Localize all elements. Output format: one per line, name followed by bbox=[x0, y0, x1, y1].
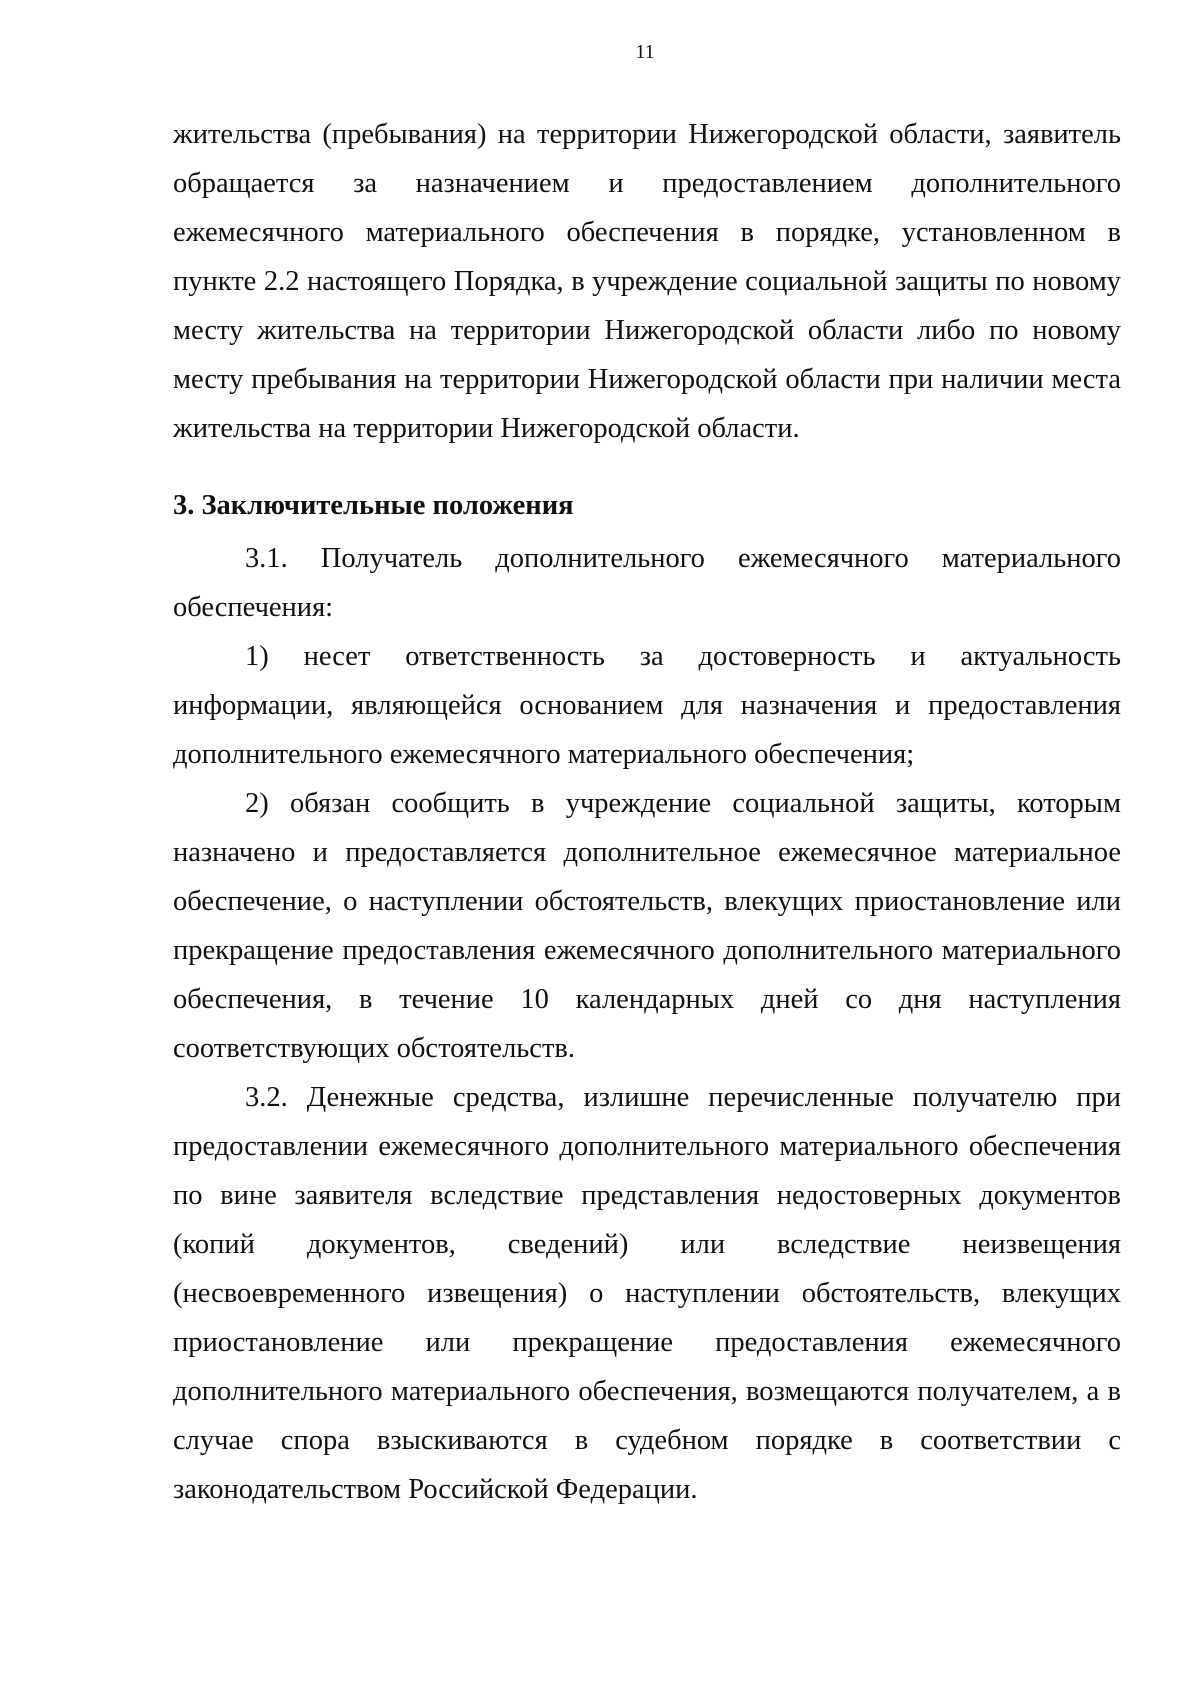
page-number: 11 bbox=[635, 41, 655, 63]
intro-paragraph: жительства (пребывания) на территории Нижегородской области, заявитель обращается за назначением и предоставлением дополнительного ежемесячного материального обеспечения в порядке, установленном в пункте 2.2 настоящего Порядка, в учреждение социальной защиты по новому месту жительства на территории Нижегородской области либо по новому месту пребывания на территории Нижегородской области при наличии места жительства на территории Нижегородской области. bbox=[173, 119, 1121, 444]
paragraph-item-1: 1) несет ответственность за достоверность и актуальность информации, являющейся основанием для назначения и предоставления дополнительного ежемесячного материального обеспечения; bbox=[173, 641, 1121, 770]
document-body bbox=[173, 110, 1121, 1514]
paragraph-3-1: 3.1. Получатель дополнительного ежемесячного материального обеспечения: bbox=[173, 543, 1121, 623]
paragraph-item-2: 2) обязан сообщить в учреждение социальной защиты, которым назначено и предоставляется дополнительное ежемесячное материальное обеспечение, о наступлении обстоятельств, влекущих приостановление или прекращение предоставления ежемесячного дополнительного материального обеспечения, в течение 10 календарных дней со дня наступления соответствующих обстоятельств. bbox=[173, 788, 1121, 1064]
spacer bbox=[173, 453, 1121, 481]
paragraph-3-2: 3.2. Денежные средства, излишне перечисленные получателю при предоставлении ежемесячного дополнительного материального обеспечения по вине заявителя вследствие представления недостоверных документов (копий документов, сведений) или вследствие неизвещения (несвоевременного извещения) о наступлении обстоятельств, влекущих приостановление или прекращение предоставления ежемесячного дополнительного материального обеспечения, возмещаются получателем, а в случае спора взыскиваются в судебном порядке в соответствии с законодательством Российской Федерации. bbox=[173, 1082, 1121, 1505]
section-heading: 3. Заключительные положения bbox=[173, 490, 574, 521]
